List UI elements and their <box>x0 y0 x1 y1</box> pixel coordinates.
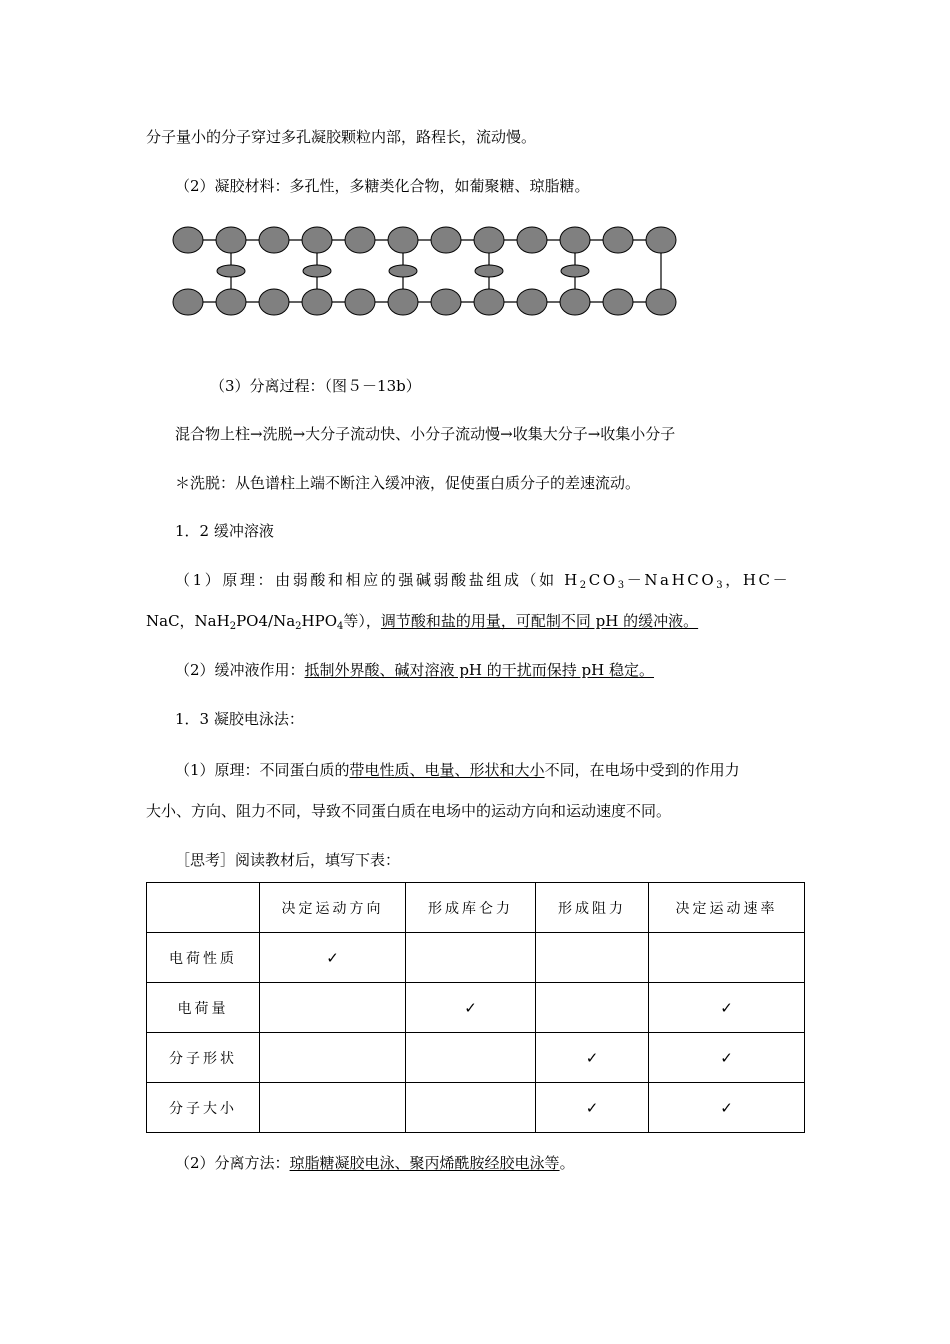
table-header-cell <box>147 883 260 933</box>
bottom-bead <box>216 289 246 315</box>
table-cell <box>260 1083 406 1133</box>
cross-link-node <box>389 265 417 277</box>
bottom-bead <box>646 289 676 315</box>
top-bead <box>603 227 633 253</box>
table-header-row <box>147 883 805 933</box>
cross-link-node <box>561 265 589 277</box>
top-bead <box>388 227 418 253</box>
table-cell <box>406 1033 536 1083</box>
table-header-cell: 决定运动速率 <box>649 883 805 933</box>
bottom-bead <box>431 289 461 315</box>
bottom-bead <box>173 289 203 315</box>
table-row <box>147 1033 805 1083</box>
paragraph-process-flow: 混合物上柱→洗脱→大分子流动快、小分子流动慢→收集大分子→收集小分子 <box>175 425 676 443</box>
table-row <box>147 983 805 1033</box>
table-row-label: 电荷量 <box>147 983 260 1033</box>
cross-link-node <box>475 265 503 277</box>
paragraph-buffer-principle-cont: NaC，$NaH_2PO4/Na_2HPO_4$等），调节酸和盐的用量，可配制不同 pH 的缓冲液。 <box>146 612 699 632</box>
comparison-table <box>146 882 805 1133</box>
table-cell <box>260 983 406 1033</box>
top-bead <box>302 227 332 253</box>
section-heading-electrophoresis: 1．3 凝胶电泳法： <box>175 710 304 728</box>
table-cell <box>406 1083 536 1133</box>
table-header-cell: 形成库仑力 <box>406 883 536 933</box>
top-bead <box>173 227 203 253</box>
bottom-bead <box>474 289 504 315</box>
table-cell: ✓ <box>649 983 805 1033</box>
bottom-bead <box>517 289 547 315</box>
paragraph-small-molecule: 分子量小的分子穿过多孔凝胶颗粒内部，路程长，流动慢。 <box>146 128 537 146</box>
bottom-bead <box>603 289 633 315</box>
paragraph-buffer-principle: （1）原理：由弱酸和相应的强碱弱酸盐组成（如 $H_2CO_3-NaHCO_3$，HC－ <box>175 571 791 591</box>
table-header-cell: 形成阻力 <box>536 883 649 933</box>
paragraph-think-prompt: ［思考］阅读教材后，填写下表： <box>175 851 401 869</box>
table-row-label: 分子形状 <box>147 1033 260 1083</box>
table-row-label: 分子大小 <box>147 1083 260 1133</box>
paragraph-buffer-function: （2）缓冲液作用：抵制外界酸、碱对溶液 pH 的干扰而保持 pH 稳定。 <box>175 661 654 679</box>
paragraph-gel-material: （2）凝胶材料：多孔性，多糖类化合物，如葡聚糖、琼脂糖。 <box>175 177 590 195</box>
top-bead <box>259 227 289 253</box>
section-heading-buffer: 1．2 缓冲溶液 <box>175 522 274 540</box>
table-cell: ✓ <box>260 933 406 983</box>
cross-link-node <box>217 265 245 277</box>
bottom-bead <box>560 289 590 315</box>
top-bead <box>431 227 461 253</box>
bottom-bead <box>302 289 332 315</box>
paragraph-electrophoresis-principle-cont: 大小、方向、阻力不同，导致不同蛋白质在电场中的运动方向和运动速度不同。 <box>146 802 672 820</box>
underlined-buffer-function: 抵制外界酸、碱对溶液 pH 的干扰而保持 pH 稳定。 <box>304 661 654 679</box>
table-row <box>147 933 805 983</box>
table-cell <box>406 933 536 983</box>
gel-structure-diagram <box>160 220 700 330</box>
table-cell: ✓ <box>649 1083 805 1133</box>
table-cell <box>260 1033 406 1083</box>
paragraph-elution-note: ＊洗脱：从色谱柱上端不断注入缓冲液，促使蛋白质分子的差速流动。 <box>175 474 641 492</box>
table-header-cell: 决定运动方向 <box>260 883 406 933</box>
paragraph-electrophoresis-principle: （1）原理：不同蛋白质的带电性质、电量、形状和大小不同，在电场中受到的作用力 <box>175 761 740 779</box>
top-bead <box>474 227 504 253</box>
top-bead <box>216 227 246 253</box>
paragraph-separation-methods: （2）分离方法：琼脂糖凝胶电泳、聚丙烯酰胺经胶电泳等。 <box>175 1154 575 1172</box>
bottom-bead <box>388 289 418 315</box>
top-bead <box>560 227 590 253</box>
table-cell <box>649 933 805 983</box>
table-cell: ✓ <box>649 1033 805 1083</box>
underlined-separation-methods: 琼脂糖凝胶电泳、聚丙烯酰胺经胶电泳等 <box>289 1154 560 1172</box>
table-cell: ✓ <box>406 983 536 1033</box>
top-bead <box>345 227 375 253</box>
underlined-buffer-preparation: 调节酸和盐的用量，可配制不同 pH 的缓冲液。 <box>380 612 699 630</box>
underlined-protein-properties: 带电性质、电量、形状和大小 <box>349 761 545 779</box>
table-row <box>147 1083 805 1133</box>
cross-link-node <box>303 265 331 277</box>
bottom-bead <box>259 289 289 315</box>
top-bead <box>517 227 547 253</box>
table-cell: ✓ <box>536 1033 649 1083</box>
bottom-bead <box>345 289 375 315</box>
table-cell <box>536 933 649 983</box>
table-row-label: 电荷性质 <box>147 933 260 983</box>
top-bead <box>646 227 676 253</box>
table-cell <box>536 983 649 1033</box>
table-cell: ✓ <box>536 1083 649 1133</box>
paragraph-separation-process: （3）分离过程：（图５－13b） <box>210 377 421 395</box>
